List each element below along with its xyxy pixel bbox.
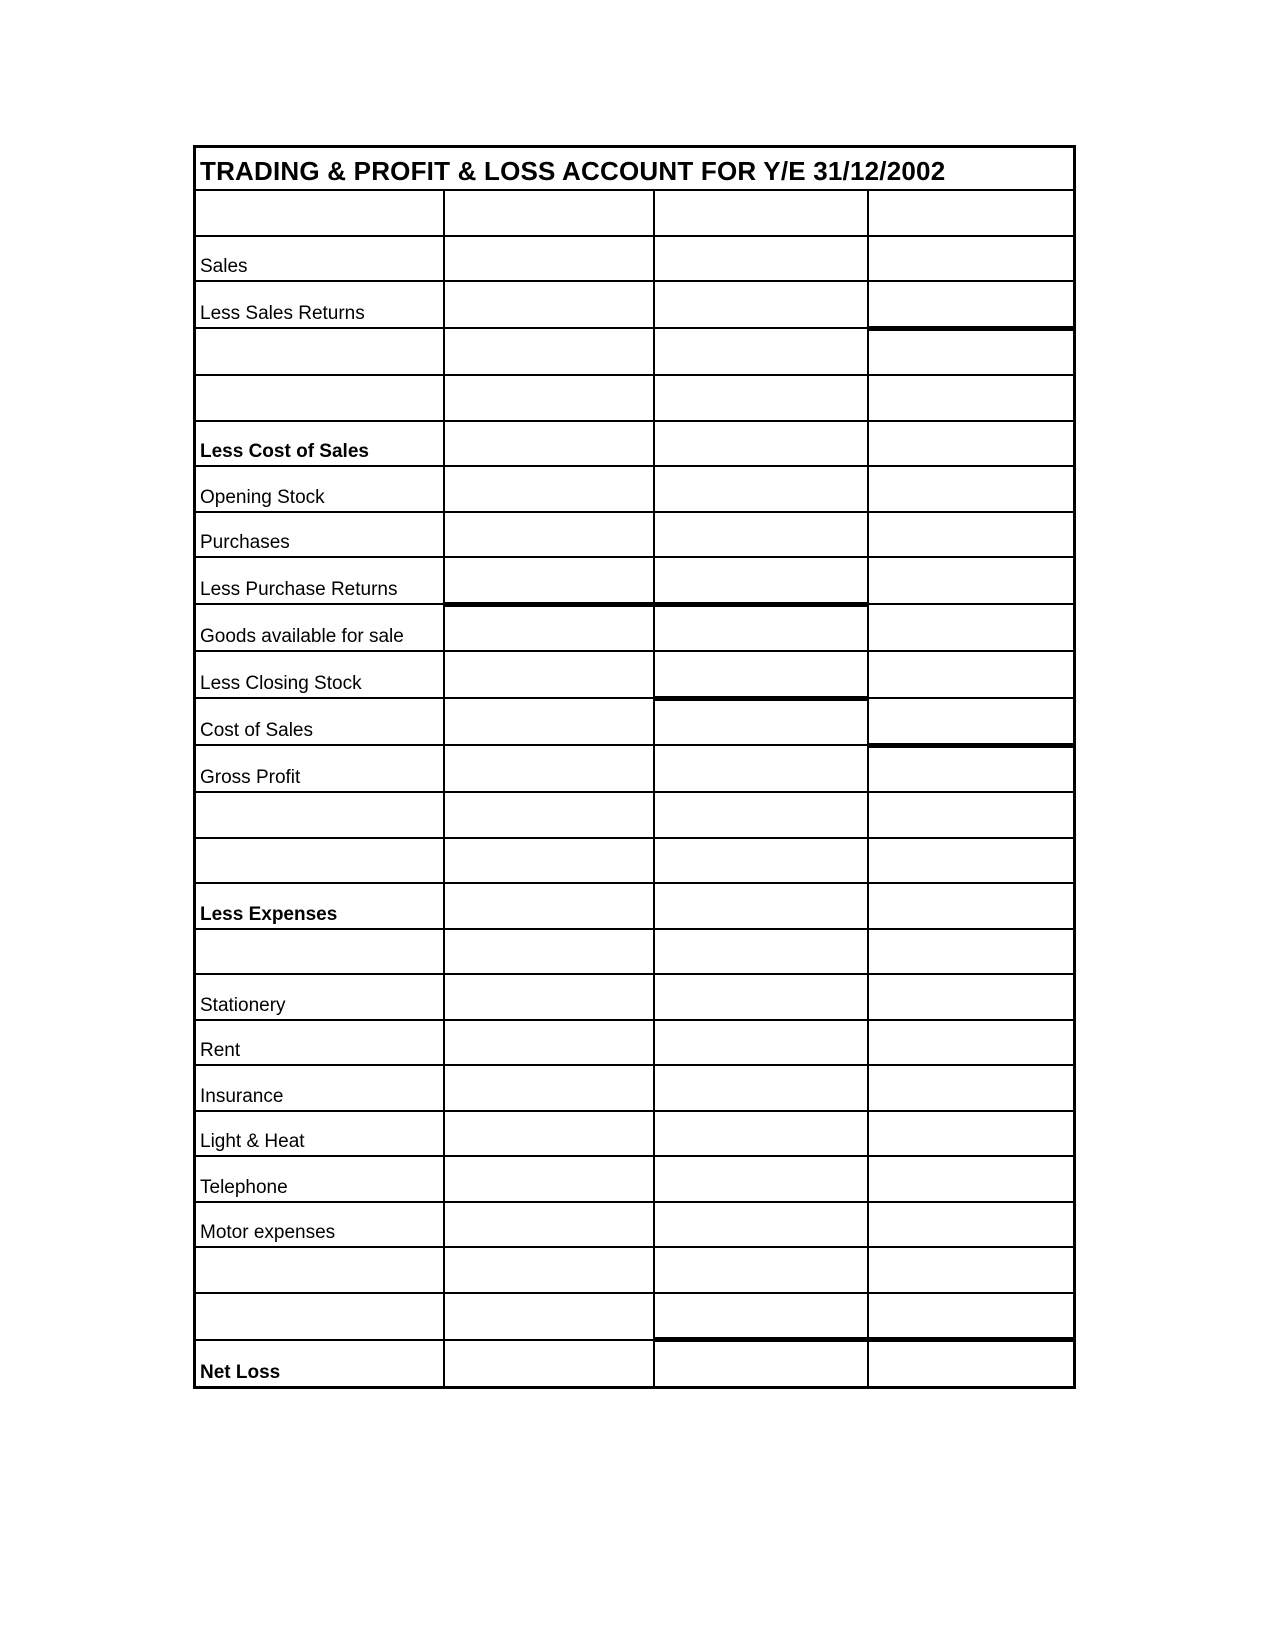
- value-cell-col2: [444, 190, 654, 236]
- table-row: [195, 883, 1075, 929]
- value-cell-col3: [654, 421, 868, 467]
- value-cell-col4: [868, 466, 1075, 512]
- value-cell-col4: [868, 974, 1075, 1020]
- value-cell-col3: [654, 698, 868, 745]
- value-cell-col4: [868, 1247, 1075, 1293]
- value-cell-col3: [654, 512, 868, 558]
- value-cell-col4: [868, 281, 1075, 328]
- row-label-cell: Goods available for sale: [195, 604, 444, 651]
- value-cell-col2: [444, 1156, 654, 1202]
- row-label-cell: Stationery: [195, 974, 444, 1020]
- value-cell-col2: [444, 512, 654, 558]
- value-cell-col3: [654, 604, 868, 651]
- table-row: [195, 604, 1075, 651]
- value-cell-col4: [868, 1020, 1075, 1066]
- table-row: [195, 512, 1075, 558]
- value-cell-col3: [654, 1247, 868, 1293]
- row-label-cell: Less Purchase Returns: [195, 557, 444, 604]
- table-row: [195, 1247, 1075, 1293]
- value-cell-col3: [654, 1293, 868, 1340]
- row-label-cell: Less Closing Stock: [195, 651, 444, 698]
- table-title-row: [195, 147, 1075, 191]
- value-cell-col3: [654, 236, 868, 282]
- value-cell-col3: [654, 1111, 868, 1157]
- value-cell-col2: [444, 1065, 654, 1111]
- table-row: [195, 929, 1075, 975]
- table-row: [195, 236, 1075, 282]
- row-label-cell: [195, 190, 444, 236]
- value-cell-col2: [444, 1247, 654, 1293]
- value-cell-col3: [654, 466, 868, 512]
- row-label-cell: [195, 929, 444, 975]
- row-label-cell: Motor expenses: [195, 1202, 444, 1248]
- table-row: [195, 1111, 1075, 1157]
- value-cell-col4: [868, 651, 1075, 698]
- value-cell-col2: [444, 1020, 654, 1066]
- value-cell-col3: [654, 838, 868, 884]
- value-cell-col4: [868, 698, 1075, 745]
- value-cell-col2: [444, 466, 654, 512]
- value-cell-col3: [654, 929, 868, 975]
- row-label-cell: [195, 1293, 444, 1340]
- value-cell-col2: [444, 1202, 654, 1248]
- row-label-cell: Less Sales Returns: [195, 281, 444, 328]
- table-row: [195, 328, 1075, 375]
- row-label-cell: Cost of Sales: [195, 698, 444, 745]
- table-row: [195, 421, 1075, 467]
- table-row: [195, 1156, 1075, 1202]
- row-label-cell: Less Cost of Sales: [195, 421, 444, 467]
- value-cell-col3: [654, 792, 868, 838]
- table-row: [195, 375, 1075, 421]
- value-cell-col4: [868, 1156, 1075, 1202]
- value-cell-col4: [868, 838, 1075, 884]
- table-row: [195, 281, 1075, 328]
- value-cell-col4: [868, 1202, 1075, 1248]
- table-row: [195, 651, 1075, 698]
- table-row: [195, 1293, 1075, 1340]
- value-cell-col2: [444, 883, 654, 929]
- row-label-cell: Telephone: [195, 1156, 444, 1202]
- value-cell-col4: [868, 1065, 1075, 1111]
- row-label-cell: Sales: [195, 236, 444, 282]
- trading-profit-loss-table: [193, 145, 1076, 1389]
- table-row: [195, 792, 1075, 838]
- table-row: [195, 466, 1075, 512]
- value-cell-col4: [868, 745, 1075, 792]
- value-cell-col3: [654, 1065, 868, 1111]
- row-label-cell: Gross Profit: [195, 745, 444, 792]
- row-label-cell: Purchases: [195, 512, 444, 558]
- value-cell-col2: [444, 375, 654, 421]
- value-cell-col3: [654, 190, 868, 236]
- value-cell-col2: [444, 792, 654, 838]
- value-cell-col4: [868, 792, 1075, 838]
- value-cell-col2: [444, 236, 654, 282]
- row-label-cell: [195, 328, 444, 375]
- row-label-cell: Rent: [195, 1020, 444, 1066]
- value-cell-col3: [654, 281, 868, 328]
- value-cell-col2: [444, 281, 654, 328]
- row-label-cell: Less Expenses: [195, 883, 444, 929]
- table-row: [195, 190, 1075, 236]
- value-cell-col3: [654, 745, 868, 792]
- row-label-cell: Insurance: [195, 1065, 444, 1111]
- value-cell-col4: [868, 1293, 1075, 1340]
- table-row: [195, 557, 1075, 604]
- row-label-cell: [195, 792, 444, 838]
- value-cell-col2: [444, 1293, 654, 1340]
- value-cell-col4: [868, 883, 1075, 929]
- value-cell-col2: [444, 838, 654, 884]
- row-label-cell: [195, 1247, 444, 1293]
- row-label-cell: [195, 375, 444, 421]
- table-row: [195, 1340, 1075, 1388]
- value-cell-col2: [444, 698, 654, 745]
- value-cell-col2: [444, 604, 654, 651]
- table-title: TRADING & PROFIT & LOSS ACCOUNT FOR Y/E 31/12/2002: [195, 147, 1075, 191]
- table-row: [195, 1202, 1075, 1248]
- table-row: [195, 745, 1075, 792]
- value-cell-col3: [654, 883, 868, 929]
- value-cell-col4: [868, 328, 1075, 375]
- value-cell-col2: [444, 974, 654, 1020]
- value-cell-col4: [868, 512, 1075, 558]
- value-cell-col3: [654, 328, 868, 375]
- value-cell-col2: [444, 421, 654, 467]
- value-cell-col3: [654, 1020, 868, 1066]
- row-label-cell: Opening Stock: [195, 466, 444, 512]
- value-cell-col2: [444, 557, 654, 604]
- value-cell-col4: [868, 1340, 1075, 1388]
- value-cell-col3: [654, 557, 868, 604]
- value-cell-col4: [868, 236, 1075, 282]
- row-label-cell: Net Loss: [195, 1340, 444, 1388]
- value-cell-col4: [868, 190, 1075, 236]
- value-cell-col4: [868, 557, 1075, 604]
- value-cell-col2: [444, 1111, 654, 1157]
- row-label-cell: Light & Heat: [195, 1111, 444, 1157]
- value-cell-col2: [444, 1340, 654, 1388]
- value-cell-col3: [654, 1202, 868, 1248]
- value-cell-col4: [868, 1111, 1075, 1157]
- table-row: [195, 1065, 1075, 1111]
- row-label-cell: [195, 838, 444, 884]
- table-row: [195, 838, 1075, 884]
- value-cell-col4: [868, 929, 1075, 975]
- value-cell-col4: [868, 375, 1075, 421]
- value-cell-col3: [654, 375, 868, 421]
- value-cell-col2: [444, 328, 654, 375]
- table-row: [195, 1020, 1075, 1066]
- value-cell-col4: [868, 604, 1075, 651]
- table-row: [195, 698, 1075, 745]
- value-cell-col2: [444, 651, 654, 698]
- value-cell-col3: [654, 1340, 868, 1388]
- value-cell-col4: [868, 421, 1075, 467]
- value-cell-col3: [654, 651, 868, 698]
- table-row: [195, 974, 1075, 1020]
- value-cell-col3: [654, 1156, 868, 1202]
- value-cell-col2: [444, 745, 654, 792]
- value-cell-col2: [444, 929, 654, 975]
- table-body: [195, 147, 1075, 1388]
- value-cell-col3: [654, 974, 868, 1020]
